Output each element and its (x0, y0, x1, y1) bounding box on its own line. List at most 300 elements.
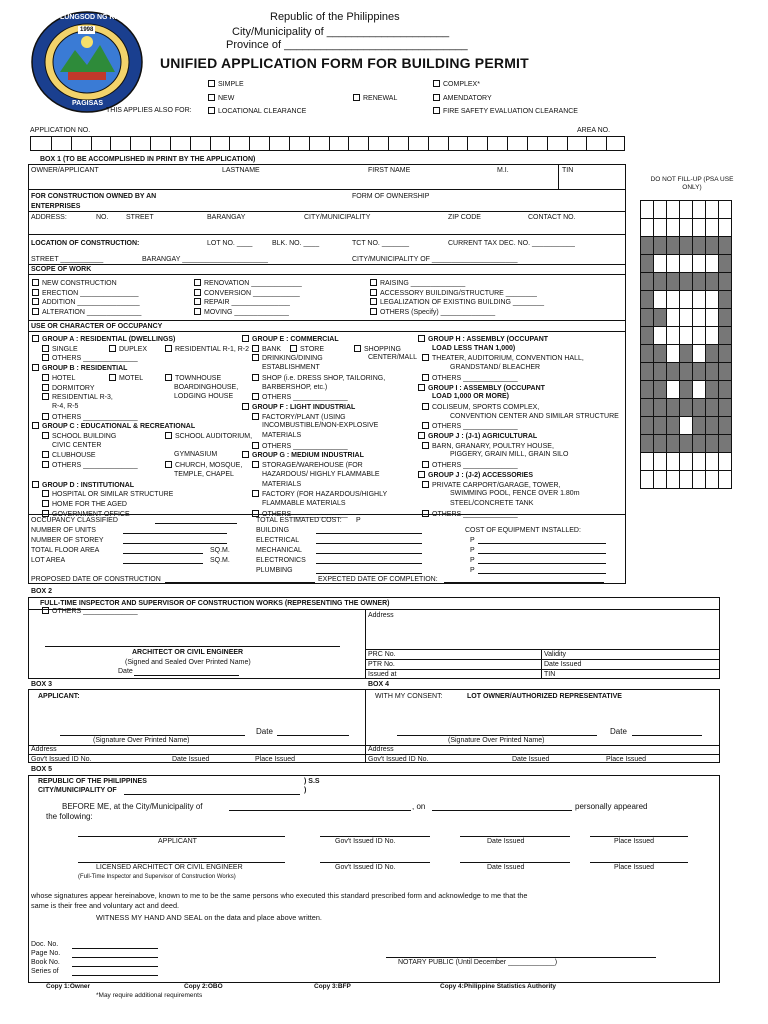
occupancy-option[interactable]: OTHERS ______________ (42, 413, 138, 422)
psa-cell (654, 345, 667, 363)
equipment-label: COST OF EQUIPMENT INSTALLED: (465, 527, 581, 534)
psa-cell (693, 291, 706, 309)
occupancy-option: LODGING HOUSE (174, 393, 234, 401)
occupancy-option[interactable]: HOSPITAL OR SIMILAR STRUCTURE (42, 490, 173, 499)
seal-bottom-text: PAGISAS (72, 100, 103, 107)
occupancy-group-a-d[interactable]: GROUP A : RESIDENTIAL (DWELLINGS) (32, 335, 175, 344)
psa-note: DO NOT FILL-UP (PSA USE ONLY) (650, 176, 734, 191)
psa-cell (693, 453, 706, 471)
occupancy-group-a-d[interactable]: GROUP D : INSTITUTIONAL (32, 481, 134, 490)
locational-checkbox[interactable]: LOCATIONAL CLEARANCE (208, 107, 306, 116)
occupancy-group-h-j[interactable]: GROUP I : ASSEMBLY (OCCUPANT (418, 384, 545, 393)
scope-item[interactable]: LEGALIZATION OF EXISTING BUILDING ________ (370, 298, 544, 307)
psa-cell (706, 435, 719, 453)
occupancy-option[interactable]: SHOP (i.e. DRESS SHOP, TAILORING, (252, 374, 385, 383)
box3-signature-label: (Signature Over Printed Name) (93, 737, 190, 744)
equipment-peso-3: P (470, 557, 475, 564)
psa-cell (693, 273, 706, 291)
box2-address-label: Address (368, 612, 394, 619)
application-no-cell-divider (91, 137, 92, 150)
address-street-label: STREET (126, 214, 154, 221)
total-cost-peso: P (356, 517, 361, 524)
psa-cell (680, 453, 693, 471)
psa-cell (667, 219, 680, 237)
occupancy-option: FLAMMABLE MATERIALS (262, 499, 346, 507)
psa-cell (693, 237, 706, 255)
construction-owned-label: FOR CONSTRUCTION OWNED BY AN (31, 193, 157, 200)
application-no-cell-divider (210, 137, 211, 150)
psa-cell (719, 219, 732, 237)
scope-item[interactable]: ERECTION _______________ (32, 289, 139, 298)
owner-label: OWNER/APPLICANT (31, 167, 99, 174)
psa-cell (680, 417, 693, 435)
scope-item[interactable]: NEW CONSTRUCTION (32, 279, 117, 288)
psa-cell (706, 237, 719, 255)
psa-cell (719, 237, 732, 255)
psa-cell (667, 273, 680, 291)
occupancy-group-h-j: LOAD LESS THAN 1,000) (432, 344, 516, 352)
form-ownership-label: FORM OF OWNERSHIP (352, 193, 430, 200)
occupancy-group-h-j: LOAD 1,000 OR MORE) (432, 393, 510, 401)
occupancy-option[interactable]: SINGLE (42, 345, 78, 354)
occupancy-option: MATERIALS (262, 432, 302, 439)
location-label: LOCATION OF CONSTRUCTION: (31, 240, 140, 247)
box3-date-label: Date (256, 727, 273, 736)
occupancy-option[interactable]: OTHERS ______________ (42, 354, 138, 363)
occupancy-option[interactable]: OTHERS ______________ (422, 461, 518, 470)
occupancy-option[interactable]: OTHERS ______________ (42, 607, 138, 616)
appeared-text: personally appeared (575, 802, 648, 811)
scope-item[interactable]: OTHERS (Specify) ______________ (370, 308, 495, 317)
psa-cell (706, 345, 719, 363)
psa-cell (706, 291, 719, 309)
republic-line: Republic of the Philippines (270, 11, 400, 23)
occupancy-group-h-j[interactable]: GROUP H : ASSEMBLY (OCCUPANT (418, 335, 548, 344)
occupancy-option[interactable]: HOME FOR THE AGED (42, 500, 127, 509)
occupancy-group-a-d[interactable]: GROUP C : EDUCATIONAL & RECREATIONAL (32, 422, 195, 431)
new-checkbox[interactable]: NEW (208, 94, 234, 103)
occupancy-option[interactable]: THEATER, AUDITORIUM, CONVENTION HALL, (422, 354, 584, 363)
amendatory-checkbox[interactable]: AMENDATORY (433, 94, 492, 103)
occupancy-option[interactable]: HOTEL (42, 374, 75, 383)
scope-item[interactable]: CONVERSION ____________ (194, 289, 300, 298)
issued-at-label: Issued at (368, 671, 397, 678)
scope-item[interactable]: RAISING ______________ (370, 279, 465, 288)
psa-cell (706, 453, 719, 471)
psa-cell (654, 453, 667, 471)
psa-cell (654, 291, 667, 309)
occupancy-option[interactable]: OTHERS ______________ (422, 374, 518, 383)
tin-label: TIN (562, 167, 574, 174)
occupancy-option[interactable]: PRIVATE CARPORT/GARAGE, TOWER, (422, 481, 561, 490)
psa-cell (693, 309, 706, 327)
signed-sealed-label: (Signed and Sealed Over Printed Name) (125, 659, 251, 666)
psa-cell (719, 381, 732, 399)
occupancy-group-h-j[interactable]: GROUP J : (J-2) ACCESSORIES (418, 471, 533, 480)
psa-cell (641, 201, 654, 219)
box5-city-label: CITY/MUNICIPALITY OF (38, 787, 117, 794)
psa-cell (706, 399, 719, 417)
occupancy-option[interactable]: STORAGE/WAREHOUSE (FOR (252, 461, 363, 470)
psa-cell (667, 255, 680, 273)
occupancy-option: BOARDINGHOUSE, (174, 383, 239, 391)
scope-item[interactable]: ALTERATION ______________ (32, 308, 141, 317)
enterprises-label: ENTERPRISES (31, 203, 81, 210)
occupancy-option[interactable]: CHURCH, MOSQUE, (165, 461, 242, 470)
occupancy-option: PIGGERY, GRAIN MILL, GRAIN SILO (450, 451, 569, 459)
scope-item[interactable]: REPAIR _______________ (194, 298, 290, 307)
box4-consent-label: WITH MY CONSENT: (375, 693, 443, 700)
psa-cell (706, 327, 719, 345)
architect-label: ARCHITECT OR CIVIL ENGINEER (132, 649, 244, 656)
scope-item[interactable]: RENOVATION _____________ (194, 279, 302, 288)
copy1-label: Copy 1:Owner (46, 983, 91, 990)
psa-cell (641, 399, 654, 417)
box4-date-label: Date (610, 727, 627, 736)
psa-cell (706, 363, 719, 381)
page-no-label: Page No. (31, 950, 61, 957)
occupancy-option[interactable]: GOVERNMENT OFFICE (42, 510, 130, 519)
psa-cell (680, 201, 693, 219)
box5-paren: ) (304, 787, 307, 794)
psa-cell (641, 309, 654, 327)
lot-no-label: LOT NO. ____ (207, 240, 253, 247)
occupancy-classified-label: OCCUPANCY CLASSIFIED (31, 517, 118, 524)
owner-name-field[interactable] (30, 176, 556, 188)
occupancy-option: R-4, R-5 (52, 402, 79, 410)
lot-area-unit: SQ.M. (210, 557, 230, 564)
psa-cell (706, 471, 719, 489)
address-no-label: NO. (96, 214, 109, 221)
application-no-cell-divider (606, 137, 607, 150)
application-no-cell-divider (448, 137, 449, 150)
licensed-architect-label: LICENSED ARCHITECT OR CIVIL ENGINEER (96, 864, 243, 871)
psa-cell (667, 471, 680, 489)
psa-cell (693, 255, 706, 273)
renewal-checkbox[interactable]: RENEWAL (353, 94, 397, 103)
psa-cell (719, 255, 732, 273)
expected-date-label: EXPECTED DATE OF COMPLETION: (318, 576, 438, 583)
storey-label: NUMBER OF STOREY (31, 537, 104, 544)
form-title: UNIFIED APPLICATION FORM FOR BUILDING PERMIT (160, 55, 529, 71)
floor-area-unit: SQ.M. (210, 547, 230, 554)
occupancy-option[interactable]: DORMITORY (42, 384, 95, 393)
proposed-date-label: PROPOSED DATE OF CONSTRUCTION (31, 576, 161, 583)
occupancy-option: STEEL/CONCRETE TANK (450, 499, 534, 507)
application-no-cell-divider (527, 137, 528, 150)
application-no-cell-divider (150, 137, 151, 150)
occupancy-option[interactable]: OTHERS ______________ (252, 442, 348, 451)
location-barangay-label: BARANGAY ______________________ (142, 256, 268, 263)
psa-cell (680, 381, 693, 399)
occupancy-option[interactable]: FACTORY/PLANT (USING (252, 413, 346, 422)
application-no-cell-divider (289, 137, 290, 150)
area-no-label: AREA NO. (577, 127, 611, 134)
tax-dec-label: CURRENT TAX DEC. NO. ___________ (448, 240, 575, 247)
psa-cell (654, 435, 667, 453)
occupancy-option[interactable]: FACTORY (FOR HAZARDOUS/HIGHLY (252, 490, 387, 499)
psa-cell (680, 273, 693, 291)
tct-no-label: TCT NO. _______ (352, 240, 410, 247)
box5-date-issued-label-1: Date Issued (487, 838, 525, 845)
application-no-cell-divider (229, 137, 230, 150)
occupancy-title: USE OR CHARACTER OF OCCUPANCY (31, 323, 163, 330)
occupancy-option[interactable]: RESIDENTIAL R-3, (42, 393, 113, 402)
psa-cell (641, 381, 654, 399)
psa-cell (680, 345, 693, 363)
psa-cell (641, 453, 654, 471)
application-no-cell-divider (567, 137, 568, 150)
psa-cell (693, 435, 706, 453)
psa-cell (719, 291, 732, 309)
occupancy-option[interactable]: OTHERS ______________ (42, 461, 138, 470)
occupancy-option[interactable]: OTHERS ______________ (422, 422, 518, 431)
mi-label: M.I. (497, 167, 509, 174)
box4-date-issued-label: Date Issued (512, 756, 550, 763)
occupancy-option: HAZARDOUS/ HIGHLY FLAMMABLE (262, 470, 380, 478)
total-cost-label: TOTAL ESTIMATED COST: (256, 517, 342, 524)
simple-checkbox[interactable]: SIMPLE (208, 80, 244, 89)
box3-govt-id-label: Gov't Issued ID No. (31, 756, 92, 763)
application-no-cell-divider (190, 137, 191, 150)
box4-govt-id-label: Gov't Issued ID No. (368, 756, 429, 763)
application-no-cell-divider (388, 137, 389, 150)
psa-cell (667, 345, 680, 363)
box4-place-issued-label: Place Issued (606, 756, 647, 763)
occupancy-group-a-d[interactable]: GROUP B : RESIDENTIAL (32, 364, 127, 373)
free-voluntary-text: same is their free and voluntary act and deed. (31, 901, 180, 910)
application-no-cell-divider (309, 137, 310, 150)
box2-date-issued-label: Date Issued (544, 661, 582, 668)
psa-cell (667, 201, 680, 219)
electronics-label: ELECTRONICS (256, 557, 306, 564)
application-no-cell-divider (368, 137, 369, 150)
copy2-label: Copy 2:OBO (184, 983, 223, 990)
box5-govt-id-label-2: Gov't Issued ID No. (335, 864, 396, 871)
application-no-cell-divider (428, 137, 429, 150)
psa-cell (654, 273, 667, 291)
application-no-label: APPLICATION NO. (30, 127, 91, 134)
zip-label: ZIP CODE (448, 214, 481, 221)
psa-cell (706, 201, 719, 219)
occupancy-option[interactable]: OTHERS ______________ (252, 510, 348, 519)
city-line: City/Municipality of ____________________ (232, 26, 450, 38)
psa-cell (667, 381, 680, 399)
box5-date-issued-label-2: Date Issued (487, 864, 525, 871)
psa-cell (667, 237, 680, 255)
series-label: Series of (31, 968, 59, 975)
psa-cell (719, 399, 732, 417)
psa-cell (641, 327, 654, 345)
psa-cell (654, 219, 667, 237)
witness-text: WITNESS MY HAND AND SEAL on the data and place above written. (96, 913, 322, 922)
psa-cell (667, 309, 680, 327)
psa-cell (667, 399, 680, 417)
application-no-cell-divider (487, 137, 488, 150)
psa-cell (680, 291, 693, 309)
contact-label: CONTACT NO. (528, 214, 576, 221)
box4-label: BOX 4 (368, 681, 390, 688)
following-text: the following: (46, 812, 93, 821)
application-no-cell-divider (170, 137, 171, 150)
psa-cell (641, 363, 654, 381)
occupancy-group-e-g[interactable]: GROUP E : COMMERCIAL (242, 335, 339, 344)
psa-cell (719, 273, 732, 291)
lot-area-label: LOT AREA (31, 557, 66, 564)
equipment-peso-4: P (470, 567, 475, 574)
location-street-label: STREET ___________ (31, 256, 104, 263)
box5-place-issued-label-2: Place Issued (614, 864, 655, 871)
psa-cell (693, 201, 706, 219)
occupancy-option[interactable]: SHOPPING (354, 345, 401, 354)
psa-cell (641, 255, 654, 273)
scope-item[interactable]: ACCESSORY BUILDING/STRUCTURE ________ (370, 289, 537, 298)
box3-applicant-label: APPLICANT: (38, 693, 80, 700)
psa-cell (667, 327, 680, 345)
application-no-cell-divider (467, 137, 468, 150)
application-no-cell-divider (507, 137, 508, 150)
psa-cell (693, 417, 706, 435)
psa-cell (706, 273, 719, 291)
occupancy-group-h-j[interactable]: GROUP J : (J-1) AGRICULTURAL (418, 432, 537, 441)
occupancy-option[interactable]: COLISEUM, SPORTS COMPLEX, (422, 403, 539, 412)
psa-cell (667, 435, 680, 453)
occupancy-option[interactable]: BARN, GRANARY, POULTRY HOUSE, (422, 442, 554, 451)
box2-title: FULL-TIME INSPECTOR AND SUPERVISOR OF CONSTRUCTION WORKS (REPRESENTING THE OWNER) (40, 600, 390, 607)
box5-govt-id-label-1: Gov't Issued ID No. (335, 838, 396, 845)
psa-cell (654, 237, 667, 255)
psa-cell (654, 417, 667, 435)
psa-cell (680, 327, 693, 345)
box2-label: BOX 2 (31, 588, 53, 595)
psa-cell (680, 435, 693, 453)
psa-cell (680, 255, 693, 273)
psa-cell (693, 363, 706, 381)
occupancy-option[interactable]: OTHERS ______________ (422, 510, 518, 519)
psa-cell (680, 219, 693, 237)
province-line: Province of ______________________________ (226, 39, 468, 51)
occupancy-option: CONVENTION CENTER AND SIMILAR STRUCTURE (450, 412, 619, 420)
application-no-cell-divider (408, 137, 409, 150)
psa-cell (680, 363, 693, 381)
doc-no-label: Doc. No. (31, 941, 59, 948)
box5-republic-label: REPUBLIC OF THE PHILIPPINES (38, 778, 147, 785)
psa-cell (654, 309, 667, 327)
occupancy-option[interactable]: DRINKING/DINING (252, 354, 323, 363)
box5-ss-label: ) S.S (304, 778, 320, 785)
scope-item[interactable]: MOVING ______________ (194, 308, 289, 317)
occupancy-option[interactable]: SCHOOL AUDITORIUM, (165, 432, 252, 441)
occupancy-option: CENTER/MALL (368, 354, 418, 362)
psa-cell (706, 381, 719, 399)
occupancy-group-e-g[interactable]: GROUP G : MEDIUM INDUSTRIAL (242, 451, 364, 460)
psa-cell (667, 417, 680, 435)
complex-checkbox[interactable]: COMPLEX* (433, 80, 480, 89)
application-no-boxes[interactable] (30, 136, 625, 151)
equipment-peso-2: P (470, 547, 475, 554)
application-no-cell-divider (547, 137, 548, 150)
occupancy-option[interactable]: MOTEL (109, 374, 143, 383)
box2-tin-label: TIN (544, 671, 556, 678)
psa-cell (667, 453, 680, 471)
occupancy-option: MATERIALS (262, 480, 302, 488)
fire-safety-checkbox[interactable]: FIRE SAFETY EVALUATION CLEARANCE (433, 107, 578, 116)
occupancy-option: SWIMMING POOL, FENCE OVER 1.80m (450, 490, 580, 498)
box1-title: BOX 1 (TO BE ACCOMPLISHED IN PRINT BY THE APPLICATION) (40, 156, 256, 163)
psa-cell (719, 435, 732, 453)
occupancy-option[interactable]: CLUBHOUSE (42, 451, 96, 460)
occupancy-option: ESTABLISHMENT (262, 364, 320, 372)
before-me-text: BEFORE ME, at the City/Municipality of (62, 802, 203, 811)
units-label: NUMBER OF UNITS (31, 527, 96, 534)
blk-no-label: BLK. NO. ____ (272, 240, 320, 247)
psa-cell (654, 471, 667, 489)
psa-cell (680, 237, 693, 255)
seal-year: 1998 (80, 27, 94, 33)
occupancy-option[interactable]: TOWNHOUSE (165, 374, 221, 383)
psa-grid (640, 200, 732, 489)
occupancy-option: BARBERSHOP, etc.) (262, 383, 328, 391)
lastname-label: LASTNAME (222, 167, 260, 174)
psa-cell (693, 219, 706, 237)
occupancy-group-e-g[interactable]: GROUP F : LIGHT INDUSTRIAL (242, 403, 355, 412)
address-barangay-label: BARANGAY (207, 214, 246, 221)
mechanical-label: MECHANICAL (256, 547, 302, 554)
psa-cell (719, 345, 732, 363)
occupancy-option[interactable]: RESIDENTIAL R-1, R-2 (165, 345, 249, 354)
scope-title: SCOPE OF WORK (31, 266, 92, 273)
psa-cell (719, 471, 732, 489)
applies-label: THIS APPLIES ALSO FOR: (106, 107, 192, 114)
validity-label: Validity (544, 651, 567, 658)
occupancy-option[interactable]: OTHERS ______________ (252, 393, 348, 402)
psa-cell (693, 345, 706, 363)
psa-cell (641, 435, 654, 453)
occupancy-option[interactable]: BANK (252, 345, 281, 354)
psa-cell (693, 399, 706, 417)
box2-date-label: Date (118, 668, 133, 675)
occupancy-option[interactable]: SCHOOL BUILDING (42, 432, 116, 441)
psa-cell (719, 453, 732, 471)
psa-cell (654, 363, 667, 381)
psa-cell (680, 309, 693, 327)
box3-place-issued-label: Place Issued (255, 756, 296, 763)
scope-item[interactable]: ADDITION ________________ (32, 298, 140, 307)
psa-cell (706, 255, 719, 273)
psa-cell (693, 381, 706, 399)
application-no-cell-divider (51, 137, 52, 150)
prc-label: PRC No. (368, 651, 396, 658)
application-no-cell-divider (329, 137, 330, 150)
equipment-peso-1: P (470, 537, 475, 544)
psa-cell (641, 219, 654, 237)
occupancy-option[interactable]: STORE (290, 345, 324, 354)
occupancy-option: GYMNASIUM (174, 451, 218, 459)
floor-area-label: TOTAL FLOOR AREA (31, 547, 100, 554)
application-no-cell-divider (249, 137, 250, 150)
lot-owner-label: LOT OWNER/AUTHORIZED REPRESENTATIVE (467, 693, 622, 700)
psa-cell (654, 201, 667, 219)
on-text: , on (412, 802, 426, 811)
application-no-cell-divider (269, 137, 270, 150)
psa-cell (654, 327, 667, 345)
copy3-label: Copy 3:BFP (314, 983, 351, 990)
application-no-cell-divider (71, 137, 72, 150)
plumbing-label: PLUMBING (256, 567, 293, 574)
occupancy-option[interactable]: DUPLEX (109, 345, 147, 354)
address-label: ADDRESS: (31, 214, 67, 221)
psa-cell (693, 327, 706, 345)
